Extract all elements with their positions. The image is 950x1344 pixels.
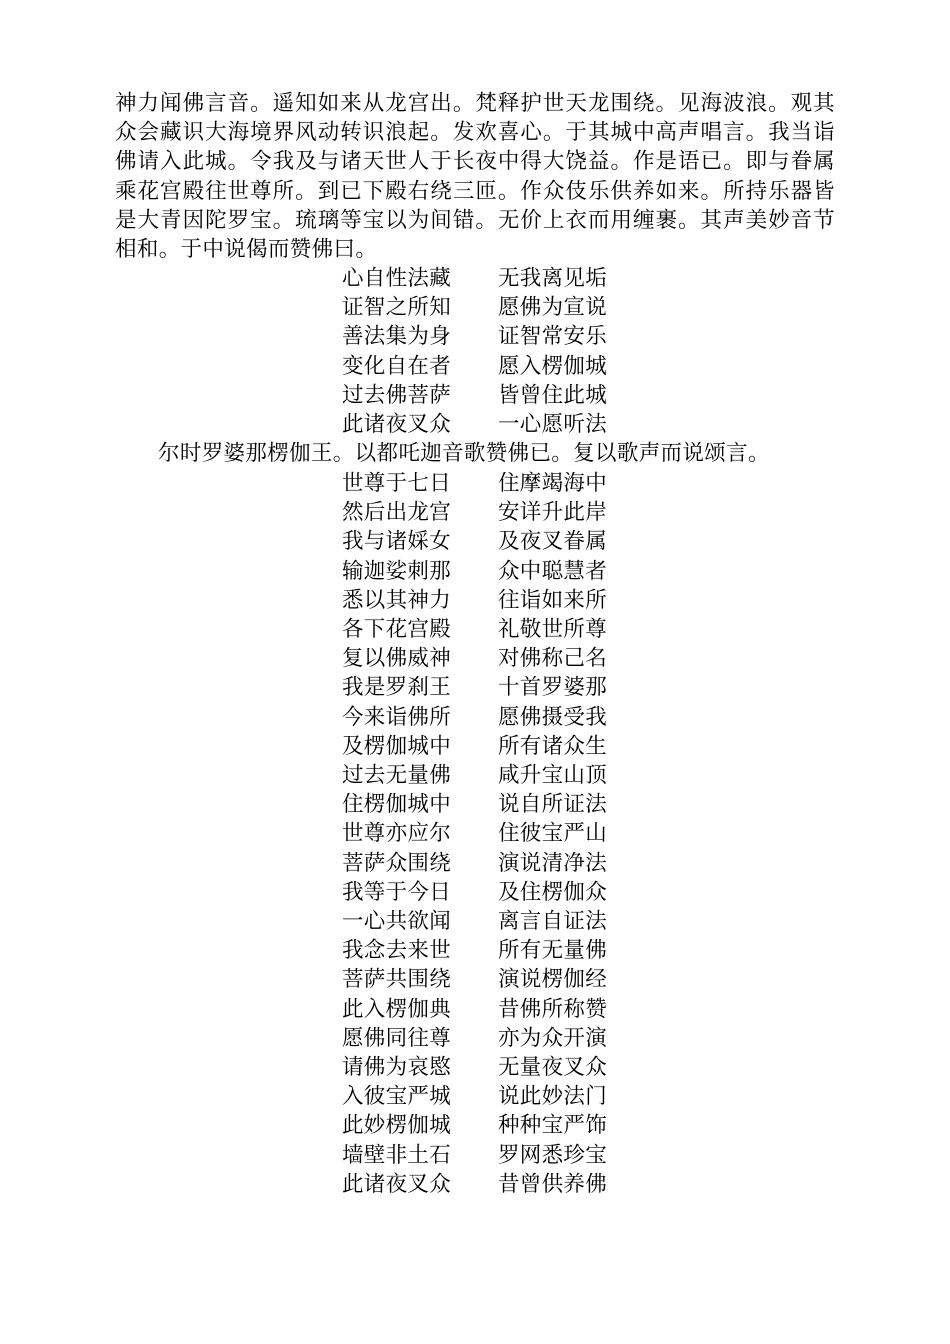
verse-second-half: 愿佛为宣说 (498, 295, 608, 321)
verse-first-half: 然后出龙宫 (342, 500, 452, 526)
verse-second-half: 演说清净法 (498, 850, 608, 876)
verse-second-half: 亦为众开演 (498, 1025, 608, 1051)
verse-second-half: 往诣如来所 (498, 587, 608, 613)
verse-first-half: 变化自在者 (342, 353, 452, 379)
verse-line (342, 1170, 642, 1199)
verse-line (342, 410, 642, 439)
verse-block-2 (342, 469, 642, 1199)
verse-line (342, 673, 642, 702)
verse-second-half: 安详升此岸 (498, 500, 608, 526)
verse-first-half: 输迦娑刺那 (342, 558, 452, 584)
verse-line (342, 965, 642, 994)
verse-line (342, 1141, 642, 1170)
verse-second-half: 种种宝严饰 (498, 1113, 608, 1139)
prose-paragraph: 神力闻佛言音。遥知如来从龙宫出。梵释护世天龙围绕。见海波浪。观其众会藏识大海境界风动转识浪起。发欢喜心。于其城中高声唱言。我当诣佛请入此城。令我及与诸天世人于长夜中得大饶益。作是语已。即与眷属乘花宫殿往世尊所。到已下殿右绕三匝。作众伎乐供养如来。所持乐器皆是大青因陀罗宝。琉璃等宝以为间错。无价上衣而用缠裹。其声美妙音节相和。于中说偈而赞佛曰。 (115, 91, 835, 263)
verse-first-half: 愿佛同往尊 (342, 1025, 452, 1051)
verse-line (342, 1082, 642, 1111)
verse-first-half: 此诸夜叉众 (342, 1171, 452, 1197)
verse-line (342, 264, 642, 293)
verse-second-half: 住摩竭海中 (498, 471, 608, 496)
verse-first-half: 此入楞伽典 (342, 996, 452, 1022)
verse-second-half: 十首罗婆那 (498, 675, 608, 701)
verse-second-half: 演说楞伽经 (498, 967, 608, 993)
verse-line (342, 381, 642, 410)
verse-first-half: 世尊于七日 (342, 471, 452, 496)
verse-first-half: 墙壁非土石 (342, 1142, 452, 1168)
verse-line (342, 1111, 642, 1140)
verse-first-half: 我是罗刹王 (342, 675, 452, 701)
verse-line (342, 615, 642, 644)
verse-first-half: 证智之所知 (342, 295, 452, 321)
verse-first-half: 我念去来世 (342, 938, 452, 964)
verse-line (342, 849, 642, 878)
verse-line (342, 293, 642, 322)
verse-first-half: 一心共欲闻 (342, 909, 452, 935)
verse-first-half: 菩萨共围绕 (342, 967, 452, 993)
verse-second-half: 咸升宝山顶 (498, 763, 608, 789)
verse-second-half: 所有无量佛 (498, 938, 608, 964)
verse-second-half: 所有诸众生 (498, 733, 608, 759)
verse-first-half: 各下花宫殿 (342, 617, 452, 643)
verse-second-half: 说此妙法门 (498, 1084, 608, 1110)
verse-second-half: 说自所证法 (498, 792, 608, 818)
verse-second-half: 众中聪慧者 (498, 558, 608, 584)
verse-first-half: 此诸夜叉众 (342, 412, 452, 438)
verse-second-half: 愿佛摄受我 (498, 704, 608, 730)
verse-first-half: 及楞伽城中 (342, 733, 452, 759)
verse-line (342, 878, 642, 907)
verse-second-half: 罗网悉珍宝 (498, 1142, 608, 1168)
verse-first-half: 菩萨众围绕 (342, 850, 452, 876)
verse-line (342, 644, 642, 673)
verse-second-half: 昔曾供养佛 (498, 1171, 608, 1197)
verse-first-half: 我等于今日 (342, 879, 452, 905)
verse-line (342, 790, 642, 819)
verse-first-half: 今来诣佛所 (342, 704, 452, 730)
verse-first-half: 请佛为哀愍 (342, 1055, 452, 1081)
intro-line: 尔时罗婆那楞伽王。以都吒迦音歌赞佛已。复以歌声而说颂言。 (158, 441, 770, 466)
verse-line (342, 352, 642, 381)
verse-line (342, 907, 642, 936)
verse-line (342, 1053, 642, 1082)
verse-second-half: 礼敬世所尊 (498, 617, 608, 643)
verse-second-half: 愿入楞伽城 (498, 353, 608, 379)
verse-second-half: 证智常安乐 (498, 324, 608, 350)
verse-first-half: 入彼宝严城 (342, 1084, 452, 1110)
verse-second-half: 离言自证法 (498, 909, 608, 935)
verse-line (342, 527, 642, 556)
verse-second-half: 无量夜叉众 (498, 1055, 608, 1081)
verse-first-half: 我与诸婇女 (342, 529, 452, 555)
verse-second-half: 对佛称己名 (498, 646, 608, 672)
verse-first-half: 悉以其神力 (342, 587, 452, 613)
verse-first-half: 善法集为身 (342, 324, 452, 350)
verse-line (342, 557, 642, 586)
verse-line (342, 936, 642, 965)
verse-line (342, 1024, 642, 1053)
verse-second-half: 及住楞伽众 (498, 879, 608, 905)
verse-second-half: 及夜叉眷属 (498, 529, 608, 555)
verse-second-half: 昔佛所称赞 (498, 996, 608, 1022)
verse-second-half: 一心愿听法 (498, 412, 608, 438)
verse-line (342, 761, 642, 790)
verse-first-half: 复以佛威神 (342, 646, 452, 672)
verse-line (342, 469, 642, 498)
verse-second-half: 无我离见垢 (498, 266, 608, 291)
verse-first-half: 过去无量佛 (342, 763, 452, 789)
verse-line (342, 322, 642, 351)
prose-paragraph-block (115, 89, 835, 264)
verse-first-half: 住楞伽城中 (342, 792, 452, 818)
verse-line (342, 586, 642, 615)
verse-first-half: 过去佛菩萨 (342, 382, 452, 408)
verse-first-half: 此妙楞伽城 (342, 1113, 452, 1139)
verse-second-half: 住彼宝严山 (498, 821, 608, 847)
verse-line (342, 995, 642, 1024)
verse-first-half: 世尊亦应尔 (342, 821, 452, 847)
verse-line (342, 819, 642, 848)
verse-second-half: 皆曾住此城 (498, 382, 608, 408)
verse-line (342, 732, 642, 761)
verse-first-half: 心自性法藏 (342, 266, 452, 291)
verse-block-1 (342, 264, 642, 439)
verse-line (342, 498, 642, 527)
verse-line (342, 703, 642, 732)
